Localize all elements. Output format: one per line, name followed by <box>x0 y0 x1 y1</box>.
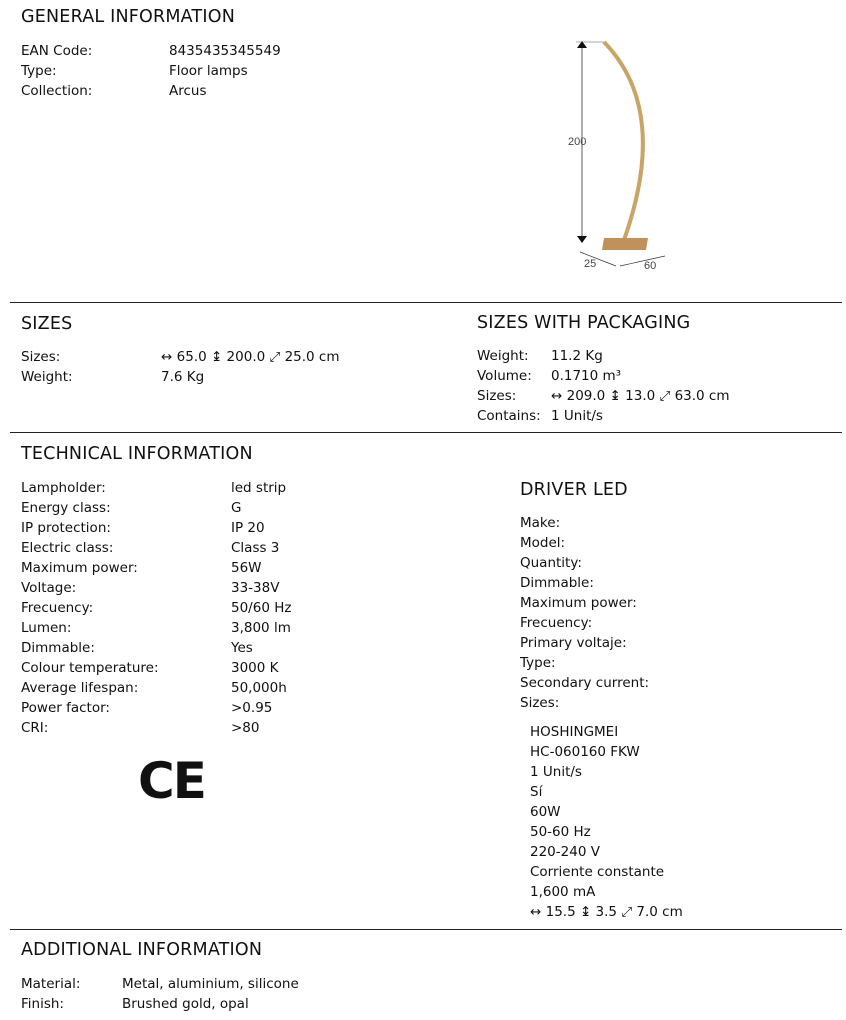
sizes-label: Sizes: <box>21 349 61 365</box>
sizes-value: ↔ 65.0 ↨ 200.0 ⤢ 25.0 cm <box>161 349 340 365</box>
driver-labels <box>520 513 649 713</box>
driver-value: ↔ 15.5 ↨ 3.5 ⤢ 7.0 cm <box>530 904 683 920</box>
driver-label: Sizes: <box>520 695 560 711</box>
spec-label: Voltage: <box>21 580 77 596</box>
driver-title: DRIVER LED <box>520 480 628 500</box>
spec-label: Lumen: <box>21 620 72 636</box>
spec-value: Yes <box>231 640 253 656</box>
pkg-weight-label: Weight: <box>477 348 529 364</box>
driver-value: 60W <box>530 804 561 820</box>
driver-value: 1 Unit/s <box>530 764 582 780</box>
driver-label: Quantity: <box>520 555 582 571</box>
spec-label: IP protection: <box>21 520 111 536</box>
material-value: Metal, aluminium, silicone <box>122 976 299 992</box>
spec-value: 33-38V <box>231 580 280 596</box>
pkg-contains-value: 1 Unit/s <box>551 408 603 424</box>
type-label: Type: <box>21 63 57 79</box>
spec-value: >80 <box>231 720 260 736</box>
packaging-title: SIZES WITH PACKAGING <box>477 313 691 333</box>
driver-value: 50-60 Hz <box>530 824 591 840</box>
spec-label: Electric class: <box>21 540 114 556</box>
spec-value: >0.95 <box>231 700 273 716</box>
additional-title: ADDITIONAL INFORMATION <box>21 940 263 960</box>
driver-label: Primary voltaje: <box>520 635 627 651</box>
pkg-contains-label: Contains: <box>477 408 541 424</box>
ean-value: 8435435345549 <box>169 43 281 59</box>
diagram-height: 200 <box>568 136 587 148</box>
lamp-dimension-diagram <box>560 30 680 280</box>
pkg-volume-value: 0.1710 m³ <box>551 368 622 384</box>
finish-value: Brushed gold, opal <box>122 996 249 1012</box>
driver-label: Type: <box>520 655 556 671</box>
spec-value: 3,800 lm <box>231 620 291 636</box>
divider <box>10 432 842 433</box>
spec-value: led strip <box>231 480 287 496</box>
type-value: Floor lamps <box>169 63 248 79</box>
lamp-base <box>602 238 648 250</box>
spec-label: Maximum power: <box>21 560 138 576</box>
technical-title: TECHNICAL INFORMATION <box>21 444 253 464</box>
driver-label: Make: <box>520 515 561 531</box>
sizes-title: SIZES <box>21 314 73 334</box>
pkg-volume-label: Volume: <box>477 368 532 384</box>
technical-values <box>231 478 291 738</box>
ce-mark-icon: CE <box>138 752 205 810</box>
general-values <box>169 41 281 101</box>
sizes-values <box>161 347 340 387</box>
spec-label: Colour temperature: <box>21 660 159 676</box>
driver-values <box>530 722 683 922</box>
general-labels <box>21 41 92 101</box>
sizes-labels <box>21 347 73 387</box>
driver-value: 1,600 mA <box>530 884 596 900</box>
driver-value: Sí <box>530 784 543 800</box>
driver-label: Frecuency: <box>520 615 593 631</box>
driver-label: Dimmable: <box>520 575 594 591</box>
driver-value: 220-240 V <box>530 844 600 860</box>
packaging-values <box>551 346 730 426</box>
spec-value: 3000 K <box>231 660 279 676</box>
material-label: Material: <box>21 976 81 992</box>
technical-labels <box>21 478 159 738</box>
pkg-sizes-label: Sizes: <box>477 388 517 404</box>
weight-value: 7.6 Kg <box>161 369 205 385</box>
spec-label: Energy class: <box>21 500 111 516</box>
additional-values <box>122 974 299 1014</box>
spec-label: Power factor: <box>21 700 110 716</box>
driver-label: Model: <box>520 535 566 551</box>
divider <box>10 302 842 303</box>
collection-value: Arcus <box>169 83 207 99</box>
spec-value: 50,000h <box>231 680 287 696</box>
spec-label: Average lifespan: <box>21 680 139 696</box>
collection-label: Collection: <box>21 83 93 99</box>
spec-value: 50/60 Hz <box>231 600 292 616</box>
driver-value: HOSHINGMEI <box>530 724 619 740</box>
spec-label: Lampholder: <box>21 480 106 496</box>
spec-label: CRI: <box>21 720 49 736</box>
spec-label: Dimmable: <box>21 640 95 656</box>
spec-value: G <box>231 500 242 516</box>
finish-label: Finish: <box>21 996 64 1012</box>
diagram-width: 60 <box>644 260 657 272</box>
spec-value: IP 20 <box>231 520 265 536</box>
pkg-sizes-value: ↔ 209.0 ↨ 13.0 ⤢ 63.0 cm <box>551 388 730 404</box>
driver-value: HC-060160 FKW <box>530 744 640 760</box>
diagram-depth: 25 <box>584 258 597 270</box>
packaging-labels <box>477 346 541 426</box>
spec-value: Class 3 <box>231 540 280 556</box>
weight-label: Weight: <box>21 369 73 385</box>
spec-value: 56W <box>231 560 262 576</box>
additional-labels <box>21 974 80 1014</box>
divider <box>10 929 842 930</box>
driver-label: Secondary current: <box>520 675 650 691</box>
driver-label: Maximum power: <box>520 595 637 611</box>
pkg-weight-value: 11.2 Kg <box>551 348 603 364</box>
ean-label: EAN Code: <box>21 43 93 59</box>
spec-label: Frecuency: <box>21 600 94 616</box>
driver-value: Corriente constante <box>530 864 665 880</box>
lamp-arc <box>604 42 643 240</box>
general-title: GENERAL INFORMATION <box>21 7 235 27</box>
